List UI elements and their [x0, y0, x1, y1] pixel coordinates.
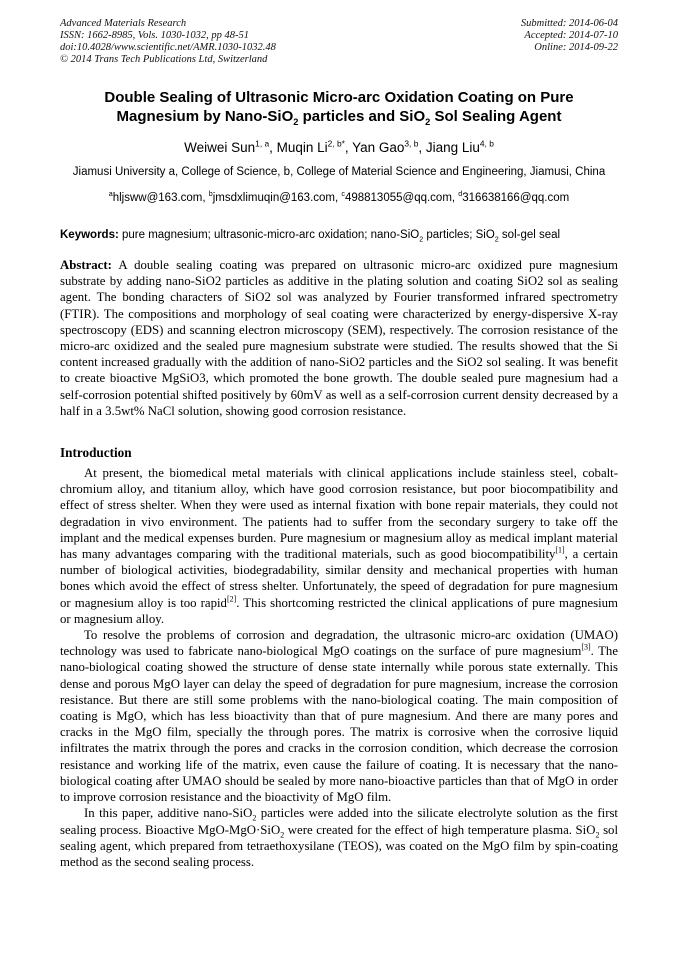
paper-title: Double Sealing of Ultrasonic Micro-arc Oxidation Coating on Pure Magnesium by Nano-SiO$_2$ particles and SiO$_2$ Sol Sealing Agent: [104, 89, 574, 127]
online-date: Online: 2014-09-22: [534, 42, 618, 53]
section-heading-introduction: Introduction: [60, 445, 132, 461]
submitted-date: Submitted: 2014-06-04: [520, 18, 618, 29]
author-emails: $^a$hljsww@163.com, $^b$jmsdxlimuqin@163.com, $^c$498813055@qq.com, $^d$316638166@qq.com: [108, 190, 570, 204]
journal-info: [60, 18, 276, 66]
abstract-label: Abstract:: [60, 258, 112, 272]
affiliation: Jiamusi University a, College of Science, b, College of Material Science and Engineering, Jiamusi, China: [72, 166, 606, 178]
abstract-text: A double sealing coating was prepared on ultrasonic micro-arc oxidized pure magnesium substrate by adding nano-SiO2 particles as additive in the plating solution and coating SiO2 sol as sealing agent. The bonding characters of SiO2 sol was analyzed by Fourier transformed infrared spectrometry (FTIR). The compositions and morphology of seal coating were characterized by energy-dispersive X-ray spectroscopy (EDS) and scanning electron microscopy (SEM), respectively. The corrosion resistance of the micro-arc oxidized and the sealed pure magnesium substrate were studied. The results showed that the Si content increased gradually with the addition of nano-SiO2 particles and the SiO2 sol sealing. It was benefit to create bioactive MgSiO3, which promoted the bone growth. The double sealed pure magnesium had a self-corrosion potential shifted positively by 60mV as well as a self-corrosion current density decreased by a half in a 3.5wt% NaCl solution, showing good corrosion resistance.: [60, 258, 618, 418]
keywords-text: pure magnesium; ultrasonic-micro-arc oxidation; nano-SiO$_2$ particles; SiO$_2$ sol-gel seal: [122, 229, 561, 244]
introduction-paragraph-1: At present, the biomedical metal materials with clinical applications include stainless steel, cobalt-chromium alloy, and titanium alloy, which have good corrosion resistance, but poor biocompatibility and effect of stress shelter. When they were used as internal fixation with bone repair materials, they could not degradation in vivo environment. The patients had to suffer from the secondary surgery to take off the implant and the medical expenses burden. Pure magnesium or magnesium alloy as medical implant material has many advantages comparing with the traditional materials, such as good biocompatibility[1], a certain number of biological activities, biodegradability, similar density and mechanical properties with human bones which avoid the effect of stress shelter. Unfortunately, the speed of degradation for pure magnesium or magnesium alloy is too rapid[2]. This shortcoming restricted the clinical applications of pure magnesium or magnesium alloy.: [60, 466, 618, 626]
accepted-date: Accepted: 2014-07-10: [524, 30, 618, 41]
issn-volume-line: ISSN: 1662-8985, Vols. 1030-1032, pp 48-51: [60, 30, 249, 41]
introduction-paragraph-3: In this paper, additive nano-SiO$_2$ particles were added into the silicate electrolyte solution as the first sealing process. Bioactive MgO-MgO·SiO$_2$ were created for the effect of high temperature plasma. SiO$_2$ sol sealing agent, which prepared from tetraethoxysilane (TEOS), was coated on the MgO film by spin-coating method as the second sealing process.: [60, 806, 619, 869]
authors-line: Weiwei Sun$^{1, a}$, Muqin $Li^{2, b*}$, Yan Gao$^{3, b}$, Jiang Liu$^{4, b}$: [184, 138, 494, 155]
abstract: [60, 257, 618, 419]
keywords-label: Keywords:: [60, 229, 119, 241]
copyright-line: © 2014 Trans Tech Publications Ltd, Switzerland: [60, 54, 268, 65]
keywords-line: [60, 228, 618, 242]
journal-header: [60, 18, 618, 66]
introduction-paragraph-2: To resolve the problems of corrosion and degradation, the ultrasonic micro-arc oxidation (UMAO) technology was used to fabricate nano-biological MgO coatings on the surface of pure magnesium[3]. The nano-biological coating showed the structure of dense state internally while porous state externally. This dense and porous MgO layer can delay the speed of degradation for pure magnesium, increase the corrosion resistance. But there are still some problems with the nano-biological coating. The main composition of coating is MgO, which has less bioactivity than that of pure magnesium. And there are many pores and cracks in the MgO film, specially the through pores. The matrix is corrosive when the corrosive liquid infiltrates the matrix through the pores and cracks in the corrosion condition, which decrease the corrosion resistance and working life of the matrix, even cause the failure of coating. It is necessary that the nano-biological coating after UMAO should be sealed by more nano-bioactive particles than that of MgO in order to improve corrosion resistance and the bioactivity of MgO film.: [60, 628, 619, 805]
journal-name: Advanced Materials Research: [60, 18, 187, 29]
doi-line: doi:10.4028/www.scientific.net/AMR.1030-1032.48: [60, 42, 276, 53]
submission-dates: [521, 18, 618, 54]
